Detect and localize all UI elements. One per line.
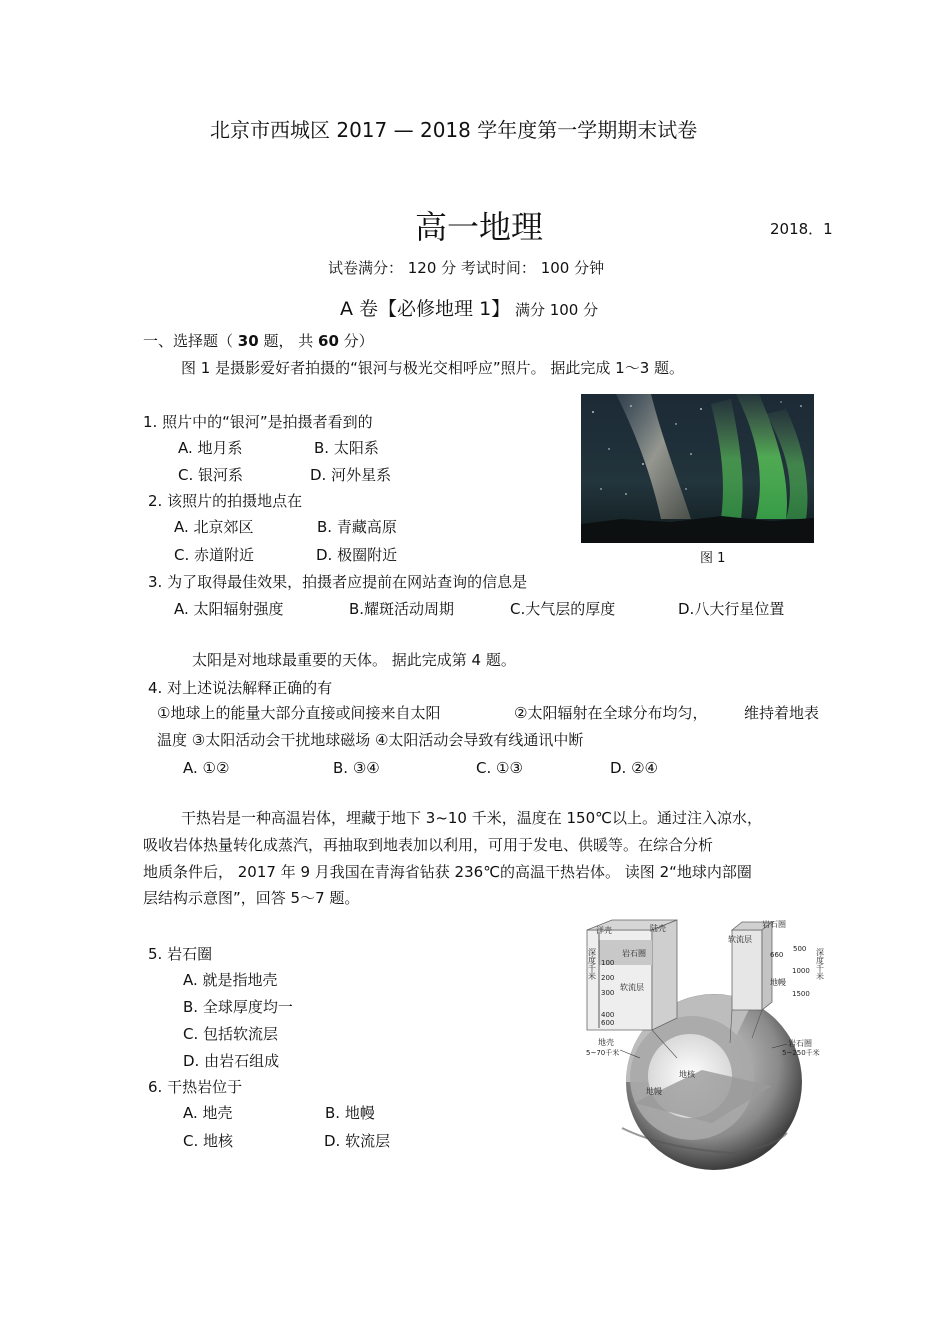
q5-option-b: B. 全球厚度均一: [183, 998, 293, 1016]
left-tick-600: 600: [601, 1019, 615, 1027]
mantle-label: 地幔: [646, 1087, 662, 1096]
left-tick-200: 200: [601, 974, 615, 982]
section-a-heading: [340, 296, 598, 324]
lithosphere-note-label: 岩石圈: [788, 1039, 812, 1048]
q2-stem: 2. 该照片的拍摄地点在: [148, 492, 303, 510]
right-asthenosphere-label: 软流层: [728, 935, 752, 944]
part-one-suffix: 分）: [343, 332, 374, 350]
q4-statement-1: ①地球上的能量大部分直接或间接来自太阳: [157, 704, 441, 722]
q6-option-d: D. 软流层: [324, 1132, 391, 1150]
left-tick-400: 400: [601, 1011, 615, 1019]
q3-option-d: D.八大行星位置: [678, 600, 785, 618]
left-lithosphere-label: 岩石圈: [622, 949, 646, 958]
lithosphere-thickness: 5~250千米: [782, 1049, 820, 1057]
passage-line-4: 层结构示意图”，回答 5～7 题。: [143, 889, 360, 907]
subject-title: 高一地理: [415, 208, 544, 246]
land-crust-label: 陆壳: [650, 924, 666, 933]
q2-option-b: B. 青藏高原: [317, 518, 397, 536]
q6-option-b: B. 地幔: [325, 1104, 375, 1122]
right-tick-1000: 1000: [792, 967, 810, 975]
left-asthenosphere-label: 软流层: [620, 983, 644, 992]
right-depth-label: 深度千米: [815, 948, 825, 980]
q4-option-b: B. ③④: [333, 759, 380, 777]
part-one-mid: 题， 共: [263, 332, 314, 350]
left-tick-100: 100: [601, 959, 615, 967]
q5-option-a: A. 就是指地壳: [183, 971, 278, 989]
figure-1-caption: 图 1: [700, 551, 726, 566]
q4-option-d: D. ②④: [610, 759, 658, 777]
q1-option-b: B. 太阳系: [314, 439, 379, 457]
q3-stem: 3. 为了取得最佳效果，拍摄者应提前在网站查询的信息是: [148, 573, 528, 591]
left-tick-300: 300: [601, 989, 615, 997]
right-mantle-label: 地幔: [770, 978, 786, 987]
part-one-heading: [143, 331, 374, 351]
q4-statement-2: ②太阳辐射在全球分布均匀，: [514, 704, 708, 722]
right-tick-660: 660: [770, 951, 784, 959]
aurora-milky-way-photo: [581, 394, 814, 543]
ocean-crust-label: 洋壳: [596, 926, 612, 935]
q6-option-c: C. 地核: [183, 1132, 234, 1150]
passage-line-3: 地质条件后， 2017 年 9 月我国在青海省钻获 236℃的高温干热岩体。 读图 2“地球内部圈: [143, 863, 752, 881]
crust-thickness: 5~70千米: [586, 1049, 620, 1057]
section-a-score: 满分 100 分: [514, 301, 599, 319]
exam-title: 北京市西城区 2017 — 2018 学年度第一学期期末试卷: [210, 118, 698, 142]
q4-statement-2-cont: 维持着地表: [744, 704, 820, 722]
right-tick-1500: 1500: [792, 990, 810, 998]
q4-statement-line2: 温度 ③太阳活动会干扰地球磁场 ④太阳活动会导致有线通讯中断: [157, 731, 584, 749]
exam-date: 2018．1: [770, 220, 833, 238]
part-one-prefix: 一、选择题（: [143, 332, 234, 350]
q4-option-c: C. ①③: [476, 759, 523, 777]
q6-stem: 6. 干热岩位于: [148, 1078, 243, 1096]
q1-stem: 1. 照片中的“银河”是拍摄者看到的: [143, 413, 373, 431]
q2-option-c: C. 赤道附近: [174, 546, 255, 564]
intro-1: 图 1 是摄影爱好者拍摄的“银河与极光交相呼应”照片。 据此完成 1～3 题。: [181, 359, 685, 377]
q6-option-a: A. 地壳: [183, 1104, 233, 1122]
right-lithosphere-label: 岩石圈: [762, 920, 786, 929]
q5-option-c: C. 包括软流层: [183, 1025, 279, 1043]
q2-option-a: A. 北京郊区: [174, 518, 254, 536]
passage-line-2: 吸收岩体热量转化成蒸汽，再抽取到地表加以利用，可用于发电、供暖等。在综合分析: [143, 836, 714, 854]
core-label: 地核: [679, 1070, 695, 1079]
part-one-score: 60: [318, 332, 339, 350]
q3-option-b: B.耀斑活动周期: [349, 600, 455, 618]
q4-option-a: A. ①②: [183, 759, 230, 777]
q3-option-c: C.大气层的厚度: [510, 600, 616, 618]
q1-option-a: A. 地月系: [178, 439, 243, 457]
q2-option-d: D. 极圈附近: [316, 546, 398, 564]
right-tick-500: 500: [793, 945, 807, 953]
q3-option-a: A. 太阳辐射强度: [174, 600, 284, 618]
q5-option-d: D. 由岩石组成: [183, 1052, 280, 1070]
intro-2: 太阳是对地球最重要的天体。 据此完成第 4 题。: [192, 651, 516, 669]
part-one-count: 30: [237, 332, 259, 350]
left-depth-label: 深度千米: [587, 948, 597, 980]
exam-meta: 试卷满分： 120 分 考试时间： 100 分钟: [328, 259, 605, 277]
section-a-title: A 卷【必修地理 1】: [340, 298, 511, 320]
crust-label: 地壳: [598, 1038, 614, 1047]
q1-option-d: D. 河外星系: [310, 466, 392, 484]
q4-stem: 4. 对上述说法解释正确的有: [148, 679, 333, 697]
earth-interior-diagram: [582, 918, 834, 1170]
q5-stem: 5. 岩石圈: [148, 945, 213, 963]
passage-line-1: 干热岩是一种高温岩体，埋藏于地下 3~10 千米，温度在 150℃以上。通过注入凉水，: [181, 809, 762, 827]
q1-option-c: C. 银河系: [178, 466, 244, 484]
